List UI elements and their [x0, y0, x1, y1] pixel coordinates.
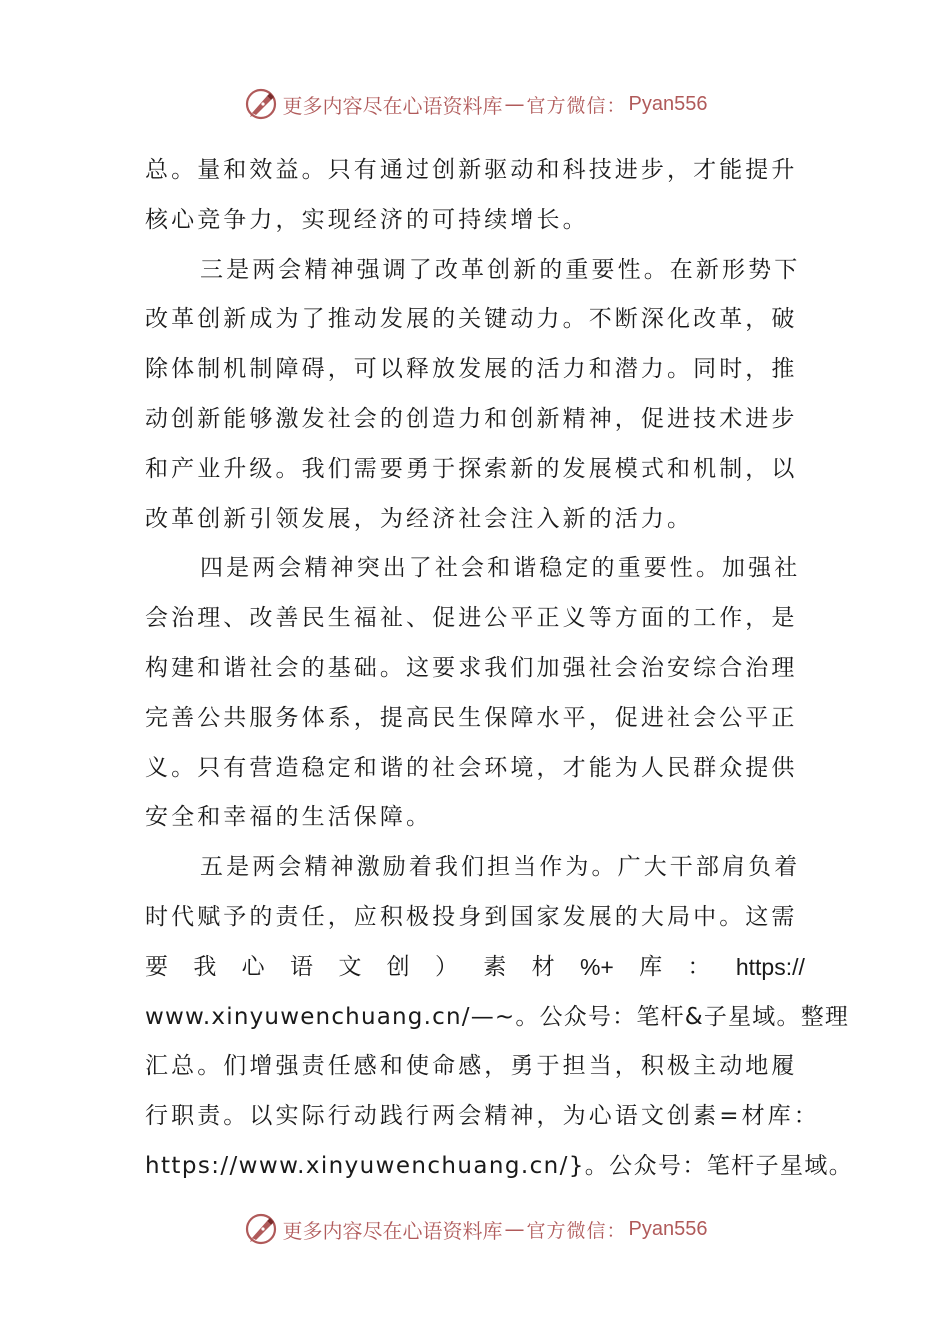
header-wechat-handle: Pyan556: [628, 92, 708, 115]
text-line: 动创新能够激发社会的创造力和创新精神，促进技术进步: [145, 405, 798, 432]
text-fragment: 素: [483, 953, 507, 980]
header-slogan: 更多内容尽在心语资料库: [282, 93, 503, 118]
url-text-line: www.xinyuwenchuang.cn/—~。公众号：笔杆&子星域。整理: [145, 1003, 850, 1030]
text-line: 改革创新引领发展，为经济社会注入新的活力。: [145, 505, 694, 532]
text-fragment: 我: [193, 953, 217, 980]
url-text-line: https://www.xinyuwenchuang.cn/}。公众号：笔杆子星域。: [145, 1152, 854, 1179]
header-contact-label: 官方微信：: [526, 94, 627, 117]
header-banner: [0, 82, 950, 126]
text-fragment: 心: [241, 953, 265, 980]
text-line: 时代赋予的责任，应积极投身到国家发展的大局中。这需: [145, 903, 798, 930]
justified-text-line: [145, 943, 805, 993]
footer-wechat-handle: Pyan556: [628, 1217, 708, 1240]
pen-logo-icon: [243, 1211, 279, 1247]
paragraph-start-line: 四是两会精神突出了社会和谐稳定的重要性。加强社: [200, 555, 801, 582]
text-fragment: 创: [386, 953, 410, 980]
text-fragment: 库: [639, 953, 663, 980]
text-line: 总。量和效益。只有通过创新驱动和科技进步，才能提升: [145, 157, 798, 183]
text-line: 改革创新成为了推动发展的关键动力。不断深化改革，破: [145, 306, 798, 333]
text-line: 除体制机制障碍，可以释放发展的活力和潜力。同时，推: [145, 356, 798, 383]
text-fragment: %+: [579, 953, 614, 980]
footer-slogan: 更多内容尽在心语资料库: [282, 1218, 503, 1243]
paragraph-start-line: 三是两会精神强调了改革创新的重要性。在新形势下: [200, 256, 801, 283]
text-line: 行职责。以实际行动践行两会精神，为心语文创素=材库：: [145, 1103, 820, 1130]
text-line: 和产业升级。我们需要勇于探索新的发展模式和机制，以: [145, 455, 798, 482]
footer-banner: [0, 1207, 950, 1251]
text-line: 构建和谐社会的基础。这要求我们加强社会治安综合治理: [145, 654, 798, 681]
text-line: 核心竞争力，实现经济的可持续增长。: [145, 206, 589, 233]
header-dash: —: [504, 92, 525, 116]
footer-contact-label: 官方微信：: [526, 1219, 627, 1242]
text-fragment: 要: [145, 953, 168, 980]
text-fragment: 材: [531, 953, 555, 980]
text-fragment: 文: [338, 953, 362, 980]
text-fragment: ）: [434, 953, 458, 980]
text-line: 会治理、改善民生福祉、促进公平正义等方面的工作，是: [145, 605, 798, 632]
footer-dash: —: [504, 1217, 525, 1241]
document-body: [145, 146, 854, 1192]
text-line: 汇总。们增强责任感和使命感，勇于担当，积极主动地履: [145, 1053, 798, 1080]
url-fragment: https://: [735, 953, 805, 980]
text-fragment: ：: [687, 953, 711, 980]
paragraph-start-line: 五是两会精神激励着我们担当作为。广大干部肩负着: [200, 854, 801, 881]
text-line: 义。只有营造稳定和谐的社会环境，才能为人民群众提供: [145, 754, 798, 781]
text-line: 安全和幸福的生活保障。: [145, 804, 433, 831]
pen-logo-icon: [243, 86, 279, 122]
text-line: 完善公共服务体系，提高民生保障水平，促进社会公平正: [145, 704, 798, 731]
text-fragment: 语: [289, 953, 313, 980]
